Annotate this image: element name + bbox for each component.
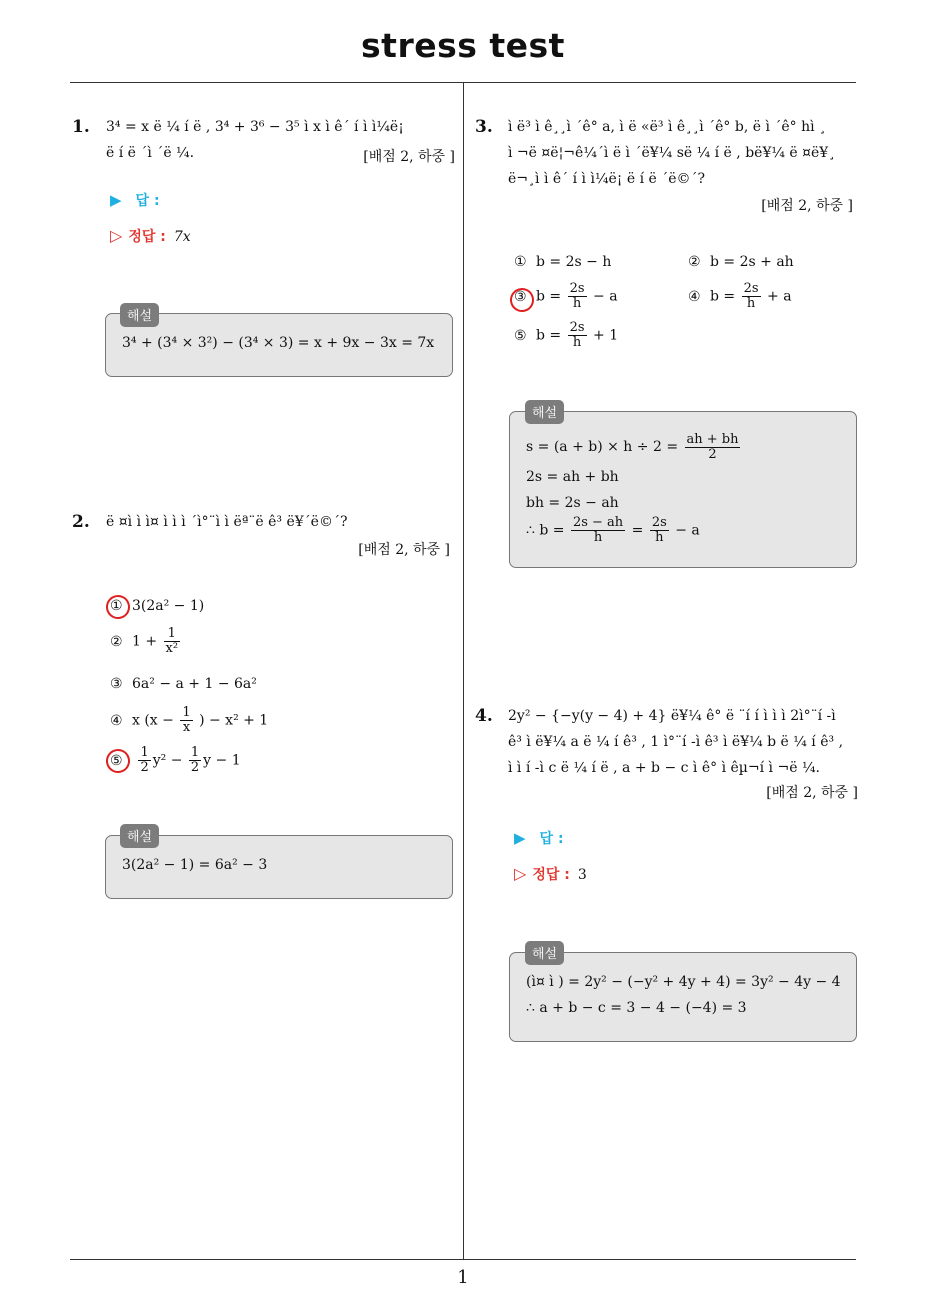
choice-mark: ③ — [514, 288, 527, 305]
question-text: ë ¤ì ì ì¤ ì ì ì ´ì°¨ì ì ëª¨ë ê³ ë¥´ë©´? — [106, 514, 348, 530]
choice-text: y² − — [152, 752, 183, 769]
fraction: $\frac{1}{2}$ — [140, 745, 149, 775]
fraction: $\frac{2s - ah}{h}$ — [572, 515, 624, 545]
fraction: $\frac{1}{x}$ — [182, 705, 191, 735]
choice-tail: + 1 — [593, 327, 619, 344]
fraction: $\frac{ah + bh}{2}$ — [686, 431, 739, 462]
choice-2[interactable] — [688, 254, 794, 270]
choice-4[interactable] — [110, 706, 268, 735]
footer-rule — [70, 1259, 856, 1260]
correct-answer — [514, 864, 587, 884]
explanation-tag: 해설 — [120, 824, 159, 848]
page-title: stress test — [361, 26, 565, 65]
column-divider — [463, 83, 464, 1259]
question-line: 3⁴ = x ë ¼ í ë , 3⁴ + 3⁶ − 3⁵ ì x ì ê´ í ì ì¼ë¡ — [106, 119, 404, 135]
triangle-outline-icon: ▷ — [110, 226, 123, 245]
choice-mark: ② — [688, 254, 701, 270]
explanation-tag: 해설 — [120, 303, 159, 327]
choice-tail: − a — [593, 288, 618, 305]
answer-prompt[interactable] — [110, 190, 160, 210]
question-number: 3. — [475, 117, 493, 137]
explanation-tag: 해설 — [525, 941, 564, 965]
fraction: $\frac{2s}{h}$ — [569, 281, 585, 311]
triangle-filled-icon: ▶ — [110, 191, 122, 209]
explanation-tag: 해설 — [525, 400, 564, 424]
choice-mark: ③ — [110, 676, 123, 692]
question-text — [508, 114, 858, 192]
choice-text: b = — [536, 327, 562, 344]
question-line: ë¬¸ì ì ê´ í ì ì¼ë¡ ë í ë ´ë©´? — [508, 171, 706, 187]
fraction: $\frac{1}{2}$ — [190, 745, 200, 775]
answer-label: 답 : — [135, 193, 160, 209]
explanation-line: ∴ a + b − c = 3 − 4 − (−4) = 3 — [526, 1000, 747, 1016]
explanation-line: s = (a + b) × h ÷ 2 = $\frac{ah + bh}{2}$ — [526, 431, 739, 462]
question-number: 2. — [72, 512, 90, 532]
page-number: 1 — [457, 1267, 469, 1288]
answer-prompt[interactable] — [514, 828, 564, 848]
choice-text: 6a² − a + 1 − 6a² — [132, 676, 257, 692]
question-line: ê³ ì ë¥¼ a ë ¼ í ê³ , 1 ì°¨í -ì ê³ ì ë¥¼ b ë ¼ í ê³ , — [508, 734, 844, 750]
question-line: 2y² − {−y(y − 4) + 4} ë¥¼ ê° ë ¨í í ì ì ì 2ì°¨í -ì — [508, 708, 836, 724]
fraction: $\frac{2s}{h}$ — [569, 320, 585, 350]
choice-tail: ) − x² + 1 — [199, 712, 269, 729]
explanation-line: (ì¤ ì ) = 2y² − (−y² + 4y + 4) = 3y² − 4y − 4 — [526, 974, 841, 990]
choice-text: b = 2s − h — [536, 254, 612, 270]
choice-text: 3(2a² − 1) — [132, 598, 205, 614]
score-label: [배점 2, 하중 ] — [363, 149, 455, 165]
choice-text: b = 2s + ah — [710, 254, 794, 270]
choice-mark: ⑤ — [514, 327, 527, 344]
choice-mark: ④ — [688, 288, 701, 305]
explanation-box — [509, 952, 857, 1042]
correct-value: 7x — [173, 229, 191, 245]
explanation-box — [509, 411, 857, 568]
choice-text: b = — [710, 288, 736, 305]
triangle-filled-icon: ▶ — [514, 829, 526, 847]
question-text — [508, 703, 863, 781]
choice-tail: + a — [767, 288, 792, 305]
explanation-line: ∴ b = $\frac{2s - ah}{h}$ = $\frac{2s}{h}$ − a — [526, 515, 700, 545]
choice-text: x (x − — [132, 712, 174, 729]
choice-mark: ② — [110, 633, 123, 650]
question-number: 1. — [72, 117, 90, 137]
score-label: [배점 2, 하중 ] — [766, 785, 858, 801]
question-line: ì ì í -ì c ë ¼ í ë , a + b − c ì ê° ì êµ¬í ì ¬ë ¼. — [508, 760, 820, 776]
choice-mark: ④ — [110, 712, 123, 729]
choice-mark: ① — [110, 598, 123, 614]
choice-text: 1 + — [132, 633, 158, 650]
triangle-outline-icon: ▷ — [514, 864, 527, 883]
selected-circle-icon — [103, 592, 134, 623]
explanation-line: 2s = ah + bh — [526, 469, 619, 485]
question-line: ë í ë ´ì ´ë ¼. — [106, 145, 195, 161]
choice-3[interactable] — [110, 676, 257, 692]
explanation-line: bh = 2s − ah — [526, 495, 619, 511]
explanation-line: 3(2a² − 1) = 6a² − 3 — [122, 857, 268, 873]
fraction: $\frac{2s}{h}$ — [651, 515, 667, 545]
choice-text: b = — [536, 288, 562, 305]
correct-value: 3 — [577, 867, 587, 883]
answer-label: 답 : — [539, 831, 564, 847]
choice-mark: ① — [514, 254, 527, 270]
choice-1[interactable] — [514, 254, 611, 270]
choice-4[interactable] — [688, 282, 792, 311]
question-line: ì ë³ ì ê¸¸ì ´ê° a, ì ë «ë³ ì ê¸¸ì ´ê° b, ë ì ´ê° hì ¸ — [508, 119, 827, 135]
choice-5[interactable] — [514, 321, 618, 350]
explanation-line: 3⁴ + (3⁴ × 3²) − (3⁴ × 3) = x + 9x − 3x = 7x — [122, 335, 435, 351]
fraction: $\frac{2s}{h}$ — [743, 281, 759, 311]
choice-tail: y − 1 — [203, 752, 241, 769]
choice-mark: ⑤ — [110, 752, 123, 769]
correct-label: 정답 : — [532, 867, 570, 883]
score-label: [배점 2, 하중 ] — [761, 198, 853, 214]
question-number: 4. — [475, 706, 493, 726]
correct-answer — [110, 226, 191, 246]
choice-2[interactable] — [110, 627, 182, 656]
correct-label: 정답 : — [128, 229, 166, 245]
score-label: [배점 2, 하중 ] — [358, 542, 450, 558]
question-line: ì ¬ë ¤ë¦¬ê¼´ì ë ì ´ë¥¼ së ¼ í ë , bë¥¼ ë ¤ë¥¸ — [508, 145, 836, 161]
fraction: $\frac{1}{\text{x²}}$ — [165, 626, 179, 656]
